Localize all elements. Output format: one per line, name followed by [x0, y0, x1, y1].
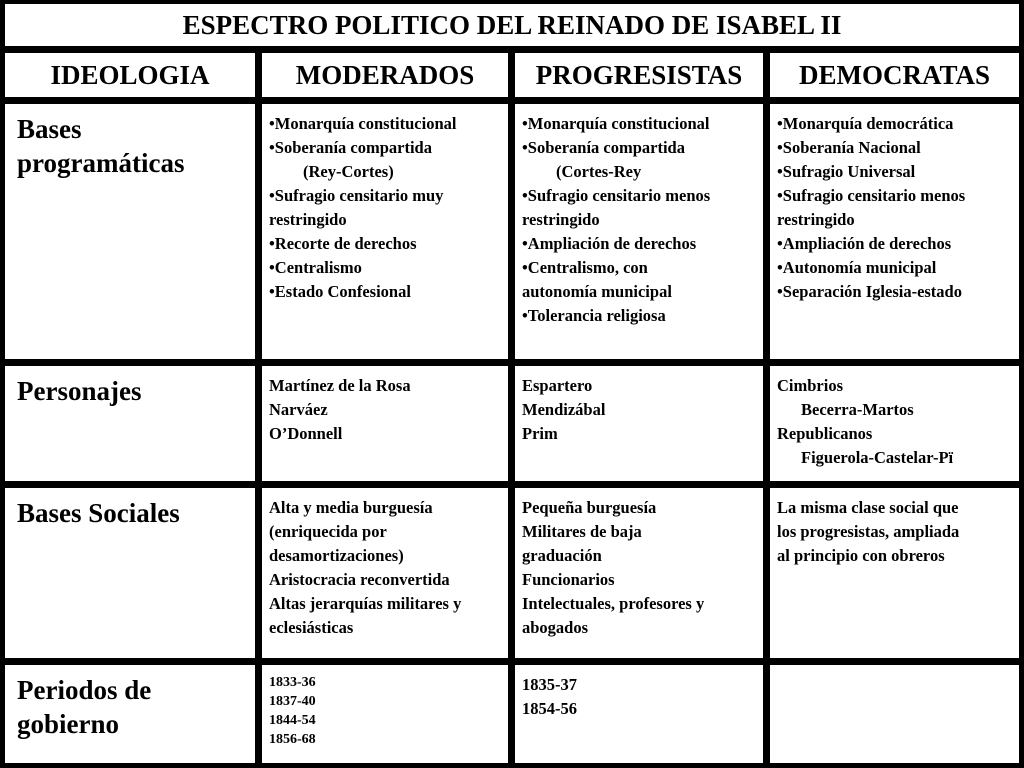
list-item: Figuerola-Castelar-Pï [801, 448, 954, 467]
row-label-line: gobierno [17, 709, 120, 739]
list-item: al principio con obreros [777, 546, 945, 565]
list-item: •Recorte de derechos [269, 234, 417, 253]
list-item: los progresistas, ampliada [777, 522, 960, 541]
row-label-line: Personajes [17, 376, 142, 406]
list-item: Prim [522, 424, 558, 443]
list-item: Cimbrios [777, 376, 843, 395]
list-item: •Monarquía democrática [777, 114, 954, 133]
list-item: La misma clase social que [777, 498, 959, 517]
row-label-line: Bases Sociales [17, 498, 180, 528]
list-item: eclesiásticas [269, 618, 354, 637]
list-item: •Monarquía constitucional [522, 114, 710, 133]
list-item: Militares de baja [522, 522, 642, 541]
list-item: desamortizaciones) [269, 546, 404, 565]
header-democratas: DEMOCRATAS [770, 53, 1019, 97]
list-item: Aristocracia reconvertida [269, 570, 450, 589]
header-ideologia: IDEOLOGIA [5, 53, 255, 97]
list-item: autonomía municipal [522, 282, 672, 301]
row-label-line: Bases [17, 114, 82, 144]
list-item: •Sufragio censitario menos [522, 186, 711, 205]
list-item: •Soberanía compartida [522, 138, 685, 157]
list-item: 1856-68 [269, 732, 316, 747]
row-label-bases-sociales [5, 488, 255, 658]
list-item: (Rey-Cortes) [303, 162, 394, 181]
cell-democratas-bases-sociales [770, 488, 1019, 658]
cell-progresistas-bases-programaticas [515, 104, 763, 359]
cell-moderados-bases-programaticas [262, 104, 508, 359]
header-moderados: MODERADOS [262, 53, 508, 97]
cell-moderados-bases-sociales [262, 488, 508, 658]
list-item: •Tolerancia religiosa [522, 306, 666, 325]
list-item: abogados [522, 618, 589, 637]
row-label-personajes [5, 366, 255, 481]
list-item: •Ampliación de derechos [522, 234, 697, 253]
list-item: •Estado Confesional [269, 282, 411, 301]
list-item: •Separación Iglesia-estado [777, 282, 962, 301]
list-item: O’Donnell [269, 424, 343, 443]
list-item: •Autonomía municipal [777, 258, 937, 277]
list-item: Altas jerarquías militares y [269, 594, 462, 613]
list-item: •Sufragio censitario menos [777, 186, 966, 205]
row-label-bases-programaticas [5, 104, 255, 359]
header-progresistas: PROGRESISTAS [515, 53, 763, 97]
list-item: •Sufragio censitario muy [269, 186, 444, 205]
list-item: Mendizábal [522, 400, 606, 419]
list-item: Republicanos [777, 424, 873, 443]
row-label-line: Periodos de [17, 675, 152, 705]
list-item: •Soberanía Nacional [777, 138, 921, 157]
list-item: 1854-56 [522, 699, 577, 718]
list-item: Pequeña burguesía [522, 498, 657, 517]
cell-progresistas-bases-sociales [515, 488, 763, 658]
list-item: (Cortes-Rey [556, 162, 642, 181]
page-title: ESPECTRO POLITICO DEL REINADO DE ISABEL II [5, 4, 1019, 46]
row-label-line: programáticas [17, 148, 185, 178]
row-label-periodos-de-gobierno [5, 665, 255, 763]
list-item: Intelectuales, profesores y [522, 594, 705, 613]
list-item: •Sufragio Universal [777, 162, 916, 181]
list-item: 1837-40 [269, 694, 316, 709]
cell-democratas-bases-programaticas [770, 104, 1019, 359]
cell-progresistas-periodos [515, 665, 763, 763]
list-item: •Centralismo [269, 258, 362, 277]
list-item: Alta y media burguesía [269, 498, 433, 517]
cell-democratas-personajes [770, 366, 1019, 481]
list-item: •Soberanía compartida [269, 138, 432, 157]
list-item: graduación [522, 546, 602, 565]
cell-democratas-periodos [770, 665, 1019, 763]
list-item: •Centralismo, con [522, 258, 648, 277]
list-item: Martínez de la Rosa [269, 376, 411, 395]
list-item: restringido [777, 210, 855, 229]
list-item: restringido [269, 210, 347, 229]
list-item: Espartero [522, 376, 593, 395]
list-item: 1844-54 [269, 713, 316, 728]
list-item: •Ampliación de derechos [777, 234, 952, 253]
list-item: 1833-36 [269, 675, 316, 690]
list-item: restringido [522, 210, 600, 229]
cell-moderados-periodos [262, 665, 508, 763]
list-item: (enriquecida por [269, 522, 387, 541]
cell-moderados-personajes [262, 366, 508, 481]
list-item: Funcionarios [522, 570, 615, 589]
cell-progresistas-personajes [515, 366, 763, 481]
list-item: •Monarquía constitucional [269, 114, 457, 133]
list-item: Becerra-Martos [801, 400, 914, 419]
list-item: Narváez [269, 400, 328, 419]
list-item: 1835-37 [522, 675, 577, 694]
